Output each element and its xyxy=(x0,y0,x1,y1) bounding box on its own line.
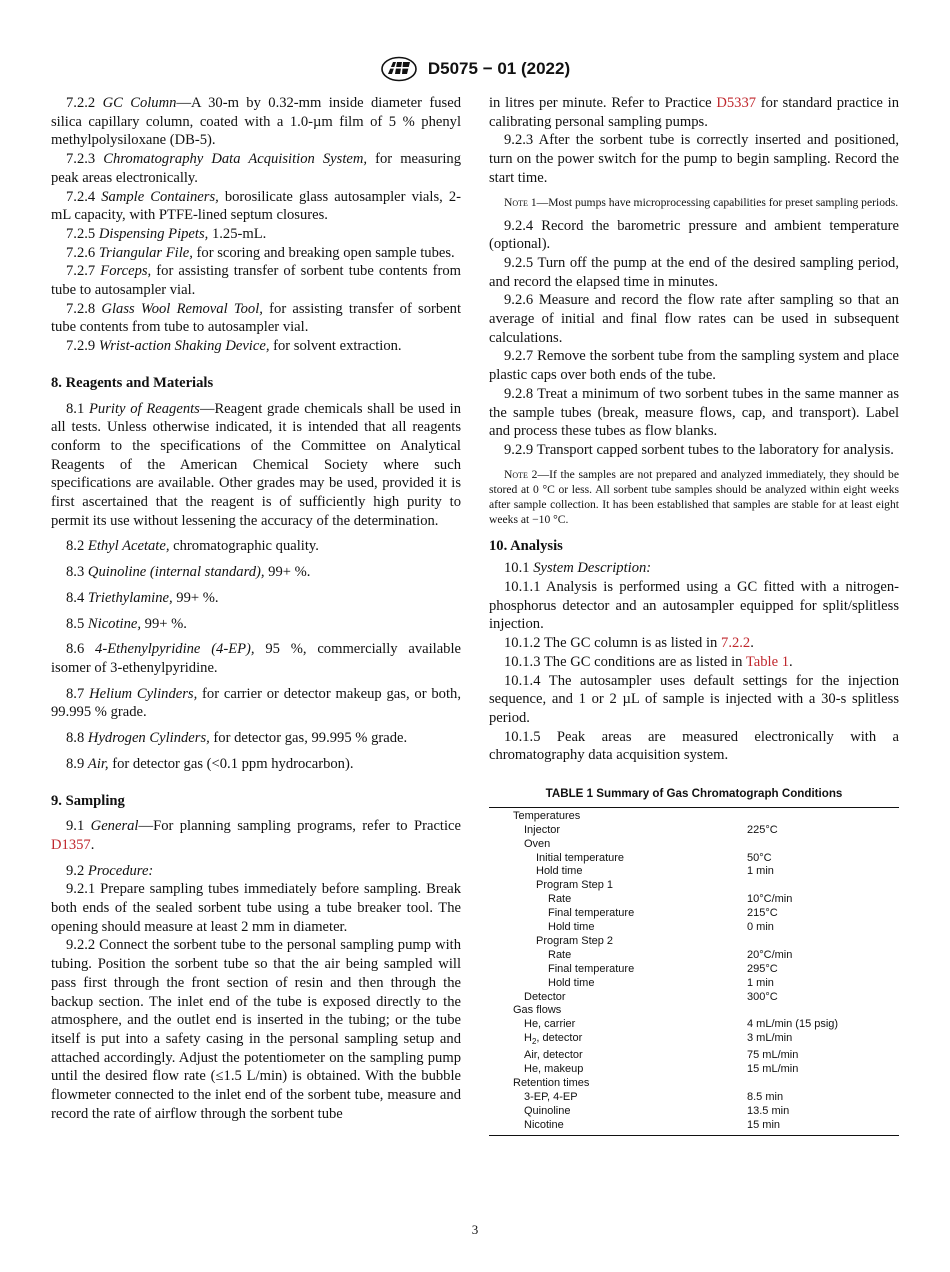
table-row xyxy=(489,824,899,838)
table-cell-label: Final temperature xyxy=(548,907,635,920)
table-row xyxy=(489,1091,899,1105)
table-row xyxy=(489,865,899,879)
table-cell-value: 8.5 min xyxy=(747,1091,784,1104)
table-cell-value: 13.5 min xyxy=(747,1105,790,1118)
table-cell-label: Hold time xyxy=(548,976,595,989)
table-cell-value: 215°C xyxy=(747,907,778,920)
table-cell-value: 1 min xyxy=(747,865,774,878)
para-9-2-3: 9.2.3 After the sorbent tube is correctly inserted and positioned, turn on the power switch for the pump to begin sampling. Record the start time. xyxy=(489,132,899,186)
para-10-1-3: 10.1.3 The GC conditions are as listed in Table 1. xyxy=(504,653,793,670)
table-cell-value xyxy=(747,879,899,893)
table-cell-value: 225°C xyxy=(747,823,778,836)
table-cell-label: Injector xyxy=(524,823,561,836)
table-cell-label: Detector xyxy=(524,990,566,1003)
right-column xyxy=(489,94,899,1136)
table-cell-value: 50°C xyxy=(747,851,772,864)
para-10-1-1: 10.1.1 Analysis is performed using a GC fitted with a nitrogen-phosphorus detector and an autosampler equipped for split/splitless injection. xyxy=(489,579,899,633)
table-cell-label: Hold time xyxy=(536,865,583,878)
table-cell-value xyxy=(747,935,899,949)
table-cell-value: 15 mL/min xyxy=(747,1063,799,1076)
table-cell-label: Retention times xyxy=(513,1077,590,1090)
para-9-2-5: 9.2.5 Turn off the pump at the end of the desired sampling period, and record the elapsed time in minutes. xyxy=(489,254,899,290)
para-9-1: 9.1 General—For planning sampling programs, refer to Practice D1357. xyxy=(51,818,461,853)
para-9-2-2-continued: in litres per minute. Refer to Practice D5337 for standard practice in calibrating personal sampling pumps. xyxy=(489,95,900,130)
para-9-2: 9.2 Procedure: xyxy=(66,862,154,879)
table-cell-value: 20°C/min xyxy=(747,948,793,961)
table-cell-value xyxy=(747,807,899,823)
table-cell-value: 75 mL/min xyxy=(747,1049,799,1062)
para-9-2-9: 9.2.9 Transport capped sorbent tubes to the laboratory for analysis. xyxy=(504,441,894,458)
para-9-2-6: 9.2.6 Measure and record the flow rate after sampling so that an average of initial and final flow rates can be used in subsequent calculations. xyxy=(489,292,899,346)
table-cell-label: Rate xyxy=(548,893,572,906)
reference-link-d1357[interactable]: D1357 xyxy=(51,836,91,853)
table-row xyxy=(489,935,899,949)
para-8-6: 8.6 4-Ethenylpyridine (4-EP), 95 %, commercially available isomer of 3-ethenylpyridine. xyxy=(51,641,462,676)
note-2: Note 2—If the samples are not prepared and analyzed immediately, they should be stored at 0 °C or less. All sorbent tube samples should be analyzed within eight weeks after sample collection. It has been established that samples are stable for at least eight weeks at −10 °C. xyxy=(489,467,899,526)
table-row xyxy=(489,1119,899,1135)
para-8-3: 8.3 Quinoline (internal standard), 99+ %. xyxy=(66,564,311,581)
table-cell-label: Hold time xyxy=(548,921,595,934)
table-cell-label: He, makeup xyxy=(524,1063,584,1076)
page-header xyxy=(0,56,950,82)
para-8-5: 8.5 Nicotine, 99+ %. xyxy=(66,615,187,632)
para-7-2-6: 7.2.6 Triangular File, for scoring and breaking open sample tubes. xyxy=(66,244,455,261)
table-cell-label: Temperatures xyxy=(513,809,581,822)
table-cell-value xyxy=(747,1004,899,1018)
document-designation: D5075 − 01 (2022) xyxy=(427,59,571,78)
table-cell-label: Gas flows xyxy=(513,1004,562,1017)
para-8-1: 8.1 Purity of Reagents—Reagent grade chemicals shall be used in all tests. Unless otherwise indicated, it is intended that all reagents conform to the specifications of the Committee on Analytical Reagents of the American Chemical Society where such specifications are available. Other grades may be used, provided it is first ascertained that the reagent is of sufficiently high purity to permit its use without lessening the accuracy of the determination. xyxy=(51,400,461,529)
para-9-2-1: 9.2.1 Prepare sampling tubes immediately before sampling. Break both ends of the sealed sorbent tube using a tube breaker tool. The opening should measure at least 2 mm in diameter. xyxy=(51,881,461,935)
reference-link-7-2-2[interactable]: 7.2.2 xyxy=(721,635,751,652)
table-row xyxy=(489,949,899,963)
section-9-heading: 9. Sampling xyxy=(51,792,125,809)
para-7-2-7: 7.2.7 Forceps, for assisting transfer of sorbent tube contents from tube to autosampler vial. xyxy=(51,263,461,299)
table-cell-label: Rate xyxy=(548,948,572,961)
table-row xyxy=(489,1105,899,1119)
para-10-1-4: 10.1.4 The autosampler uses default settings for the injection sequence, and 1 or 2 µL of sample is injected with a 30-s splitless period. xyxy=(489,672,899,726)
table-row xyxy=(489,1077,899,1091)
table-cell-label: $H_2$, detector xyxy=(524,1032,583,1047)
astm-logo-icon xyxy=(380,56,418,82)
table-row xyxy=(489,1004,899,1018)
para-8-9: 8.9 Air, for detector gas (<0.1 ppm hydrocarbon). xyxy=(66,755,354,772)
table-row xyxy=(489,991,899,1005)
table-row xyxy=(489,893,899,907)
table-cell-label: Final temperature xyxy=(548,962,635,975)
para-9-2-4: 9.2.4 Record the barometric pressure and ambient temperature (optional). xyxy=(489,217,899,253)
para-7-2-2: 7.2.2 GC Column—A 30-m by 0.32-mm inside diameter fused silica capillary column, coated with a 1.0-µm film of 5 % phenyl methylpolysiloxane (DB-5). xyxy=(51,95,461,149)
table-cell-value: 295°C xyxy=(747,962,778,975)
table-cell-value: 1 min xyxy=(747,976,774,989)
para-10-1-5: 10.1.5 Peak areas are measured electronically with a chromatography data acquisition system. xyxy=(489,728,899,764)
table-cell-value: 0 min xyxy=(747,921,774,934)
gc-conditions-table xyxy=(489,807,899,1136)
para-9-2-7: 9.2.7 Remove the sorbent tube from the sampling system and place plastic caps over both ends of the tube. xyxy=(489,348,899,384)
para-7-2-4: 7.2.4 Sample Containers, borosilicate glass autosampler vials, 2-mL capacity, with PTFE-lined septum closures. xyxy=(51,188,461,224)
para-8-8: 8.8 Hydrogen Cylinders, for detector gas, 99.995 % grade. xyxy=(66,730,408,747)
para-9-2-2: 9.2.2 Connect the sorbent tube to the personal sampling pump with tubing. Position the sorbent tube so that the air being sampled will pass first through the front section of resin and then through the backup section. The inlet end of the tube is exposed directly to the atmosphere, and the outlet end is inserted in the tubing; or the tube itself is put into a safety casing in the personal sampling setup and attached accordingly. Adjust the potentiometer on the sampling pump until the desired flow rate (≤1.5 L/min) is obtained. With the bubble flowmeter connected to the inlet end of the sorbent tube, measure and record the rate of airflow through the sorbent tube xyxy=(51,937,461,1122)
table-row xyxy=(489,807,899,823)
table-cell-label: Air, detector xyxy=(524,1049,583,1062)
table-cell-value: 300°C xyxy=(747,990,778,1003)
table-row xyxy=(489,977,899,991)
table-row xyxy=(489,963,899,977)
para-10-1-2: 10.1.2 The GC column is as listed in 7.2.2. xyxy=(504,635,754,652)
table-cell-value: 10°C/min xyxy=(747,893,793,906)
para-7-2-5: 7.2.5 Dispensing Pipets, 1.25-mL. xyxy=(66,225,267,242)
table-cell-value: 15 min xyxy=(747,1118,781,1131)
page-number: 3 xyxy=(471,1222,479,1237)
table-row xyxy=(489,1018,899,1032)
section-8-heading: 8. Reagents and Materials xyxy=(51,374,214,391)
para-8-4: 8.4 Triethylamine, 99+ %. xyxy=(66,589,219,606)
table-cell-label: Initial temperature xyxy=(536,851,625,864)
table-cell-value: 4 mL/min (15 psig) xyxy=(747,1018,839,1031)
table-cell-value xyxy=(747,838,899,852)
table-cell-label: Nicotine xyxy=(524,1118,564,1131)
table-row xyxy=(489,921,899,935)
note-1: Note 1—Most pumps have microprocessing capabilities for preset sampling periods. xyxy=(504,195,899,209)
table-cell-label: Program Step 1 xyxy=(536,879,614,892)
left-column xyxy=(51,94,461,1123)
table-row xyxy=(489,879,899,893)
para-9-2-8: 9.2.8 Treat a minimum of two sorbent tubes in the same manner as the sample tubes (break, measure flows, cap, and transport). Label and process these tubes as flow blanks. xyxy=(489,385,899,440)
reference-link-table-1[interactable]: Table 1 xyxy=(745,653,790,670)
table-cell-label: Quinoline xyxy=(524,1105,571,1118)
table-row xyxy=(489,838,899,852)
section-10-heading: 10. Analysis xyxy=(489,537,563,554)
table-row xyxy=(489,907,899,921)
table-cell-value: 3 mL/min xyxy=(747,1032,793,1045)
table-cell-label: Oven xyxy=(524,837,551,850)
table-row xyxy=(489,1032,899,1049)
table-row xyxy=(489,852,899,866)
para-7-2-8: 7.2.8 Glass Wool Removal Tool, for assisting transfer of sorbent tube contents from tube to autosampler vial. xyxy=(51,300,462,336)
para-8-2: 8.2 Ethyl Acetate, chromatographic quality. xyxy=(66,538,319,555)
table-1-title: TABLE 1 Summary of Gas Chromatograph Conditions xyxy=(545,787,843,801)
table-cell-value xyxy=(747,1077,899,1091)
table-cell-label: 3-EP, 4-EP xyxy=(524,1091,578,1104)
para-10-1: 10.1 System Description: xyxy=(504,560,652,577)
table-cell-label: Program Step 2 xyxy=(536,934,614,947)
table-row xyxy=(489,1063,899,1077)
para-7-2-3: 7.2.3 Chromatography Data Acquisition System, for measuring peak areas electronically. xyxy=(51,151,461,186)
para-8-7: 8.7 Helium Cylinders, for carrier or detector makeup gas, or both, 99.995 % grade. xyxy=(51,685,461,721)
table-cell-label: He, carrier xyxy=(524,1018,576,1031)
para-7-2-9: 7.2.9 Wrist-action Shaking Device, for solvent extraction. xyxy=(66,338,402,355)
table-row xyxy=(489,1049,899,1063)
reference-link-d5337[interactable]: D5337 xyxy=(716,95,757,111)
